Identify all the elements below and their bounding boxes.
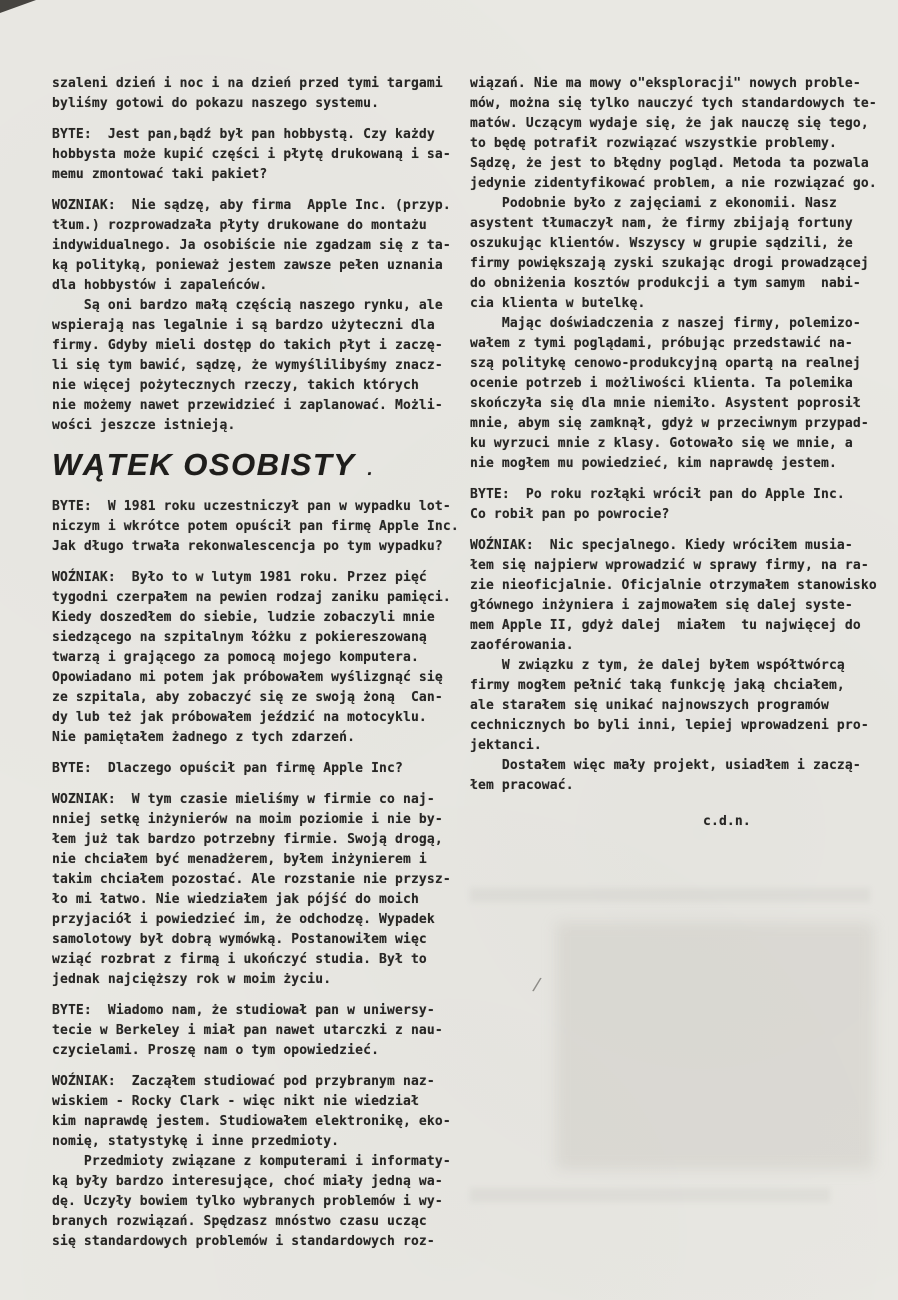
- text-line: samolotowy był dobrą wymówką. Postanowiłem więc: [52, 932, 427, 947]
- text-line: BYTE: W 1981 roku uczestniczył pan w wypadku lot-: [52, 499, 451, 514]
- text-line: ło mi łatwo. Nie wiedziałem jak pójść do moich: [52, 892, 419, 907]
- text-line: nie chciałem być menadżerem, byłem inżynierem i: [52, 852, 427, 867]
- paragraph: [470, 74, 884, 474]
- text-line: zaoférowania.: [470, 638, 574, 653]
- text-line: nie więcej pożytecznych rzeczy, takich których: [52, 378, 419, 393]
- ink-bleed-through: [556, 922, 874, 1170]
- paragraph: [470, 536, 884, 796]
- text-line: Podobnie było z zajęciami z ekonomii. Nasz: [470, 196, 837, 211]
- text-line: WOŹNIAK: Było to w lutym 1981 roku. Przez pięć: [52, 570, 427, 585]
- text-line: wspierają nas legalnie i są bardzo użyteczni dla: [52, 318, 435, 333]
- paragraph: [52, 568, 466, 748]
- text-line: wałem z tymi poglądami, próbując przedstawić na-: [470, 336, 853, 351]
- text-line: mem Apple II, gdyż dalej miałem tu najwięcej do: [470, 618, 861, 633]
- text-line: tłum.) rozprowadzała płyty drukowane do montażu: [52, 218, 427, 233]
- text-line: jedynie zidentyfikować problem, a nie rozwiązać go.: [470, 176, 877, 191]
- text-line: firmy mogłem pełnić taką funkcję jaką chciałem,: [470, 678, 845, 693]
- left-text-column: [52, 74, 466, 1263]
- text-line: cia klienta w butelkę.: [470, 296, 646, 311]
- stray-dot-mark: .: [367, 459, 373, 479]
- ink-bleed-row: [470, 1188, 830, 1202]
- text-line: Dostałem więc mały projekt, usiadłem i zaczą-: [470, 758, 861, 773]
- text-line: indywidualnego. Ja osobiście nie zgadzam się z ta-: [52, 238, 451, 253]
- scan-corner-artifact: [0, 0, 36, 13]
- text-line: Są oni bardzo małą częścią naszego rynku, ale: [52, 298, 443, 313]
- text-line: łem pracować.: [470, 778, 574, 793]
- text-line: siedzącego na szpitalnym łóżku z pokiereszowaną: [52, 630, 427, 645]
- paragraph: [470, 485, 884, 525]
- text-line: ze szpitala, aby zobaczyć się ze swoją żoną Can-: [52, 690, 443, 705]
- text-line: wiskiem - Rocky Clark - więc nikt nie wiedział: [52, 1094, 419, 1109]
- text-line: li się tym bawić, sądzę, że wymyślilibyśmy znacz-: [52, 358, 443, 373]
- text-line: wiązań. Nie ma mowy o"eksploracji" nowych proble-: [470, 76, 861, 91]
- text-line: oszukując klientów. Wszyscy w grupie sądzili, że: [470, 236, 853, 251]
- text-line: asystent tłumaczył nam, że firmy zbijają fortuny: [470, 216, 853, 231]
- text-line: skończyła się dla mnie niemiło. Asystent poprosił: [470, 396, 861, 411]
- text-line: głównego inżyniera i zajmowałem się dalej syste-: [470, 598, 853, 613]
- text-line: kim naprawdę jestem. Studiowałem elektronikę, eko-: [52, 1114, 451, 1129]
- text-line: BYTE: Jest pan,bądź był pan hobbystą. Czy każdy: [52, 127, 435, 142]
- text-line: Mając doświadczenia z naszej firmy, polemizo-: [470, 316, 861, 331]
- section-heading: [52, 447, 466, 483]
- paragraph: [52, 790, 466, 990]
- text-line: twarzą i grającego za pomocą mojego komputera.: [52, 650, 419, 665]
- text-line: WOŹNIAK: Nic specjalnego. Kiedy wróciłem musia-: [470, 538, 853, 553]
- text-line: nomię, statystykę i inne przedmioty.: [52, 1134, 340, 1149]
- text-line: Opowiadano mi potem jak próbowałem wyślizgnąć się: [52, 670, 443, 685]
- text-line: szaleni dzień i noc i na dzień przed tymi targami: [52, 76, 443, 91]
- text-line: matów. Uczącym wydaje się, że jak nauczę się tego,: [470, 116, 869, 131]
- text-line: do obniżenia kosztów produkcji a tym samym nabi-: [470, 276, 861, 291]
- text-line: ką były bardzo interesujące, choć miały jedną wa-: [52, 1174, 443, 1189]
- text-line: branych rozwiązań. Spędzasz mnóstwo czasu ucząc: [52, 1214, 427, 1229]
- text-line: łem już tak bardzo potrzebny firmie. Swoją drogą,: [52, 832, 443, 847]
- text-line: dę. Uczyły bowiem tylko wybranych problemów i wy-: [52, 1194, 443, 1209]
- text-line: nie możemy nawet przewidzieć i zaplanować. Możli-: [52, 398, 443, 413]
- text-line: ocenie potrzeb i możliwości klienta. Ta polemika: [470, 376, 853, 391]
- text-line: WOZNIAK: Nie sądzę, aby firma Apple Inc. (przyp.: [52, 198, 451, 213]
- text-line: takim chciałem pozostać. Ale rozstanie nie przysz-: [52, 872, 451, 887]
- paragraph: [52, 74, 466, 114]
- text-line: Przedmioty związane z komputerami i informaty-: [52, 1154, 451, 1169]
- text-line: WOZNIAK: W tym czasie mieliśmy w firmie co naj-: [52, 792, 435, 807]
- continuation-mark: c.d.n.: [703, 814, 751, 829]
- text-line: nniej setkę inżynierów na moim poziomie i nie by-: [52, 812, 443, 827]
- text-line: Nie pamiętałem żadnego z tych zdarzeń.: [52, 730, 356, 745]
- text-line: się standardowych problemów i standardowych roz-: [52, 1234, 435, 1249]
- text-line: BYTE: Dlaczego opuścił pan firmę Apple Inc?: [52, 761, 403, 776]
- text-line: łem się najpierw wprowadzić w sprawy firmy, na ra-: [470, 558, 869, 573]
- text-line: przyjaciół i powiedzieć im, że odchodzę. Wypadek: [52, 912, 435, 927]
- text-line: BYTE: Wiadomo nam, że studiował pan w uniwersy-: [52, 1003, 435, 1018]
- text-line: firmy. Gdyby mieli dostęp do takich płyt i zaczę-: [52, 338, 443, 353]
- section-heading-text: WĄTEK OSOBISTY: [52, 447, 356, 482]
- text-line: czycielami. Proszę nam o tym opowiedzieć.: [52, 1043, 380, 1058]
- text-line: ką polityką, ponieważ jestem zawsze pełen uznania: [52, 258, 443, 273]
- text-line: tygodni czerpałem na pewien rodzaj zaniku pamięci.: [52, 590, 451, 605]
- ink-bleed-row: [470, 888, 870, 902]
- text-line: Co robił pan po powrocie?: [470, 507, 670, 522]
- text-line: zie nieoficjalnie. Oficjalnie otrzymałem stanowisko: [470, 578, 877, 593]
- text-line: memu zmontować taki pakiet?: [52, 167, 268, 182]
- text-line: BYTE: Po roku rozłąki wrócił pan do Apple Inc.: [470, 487, 845, 502]
- text-line: tecie w Berkeley i miał pan nawet utarczki z nau-: [52, 1023, 443, 1038]
- text-line: niczym i wkrótce potem opuścił pan firmę Apple Inc.: [52, 519, 459, 534]
- paragraph: [52, 497, 466, 557]
- text-line: wości jeszcze istnieją.: [52, 418, 236, 433]
- text-line: W związku z tym, że dalej byłem współtwórcą: [470, 658, 845, 673]
- text-line: byliśmy gotowi do pokazu naszego systemu.: [52, 96, 380, 111]
- paragraph: [52, 1001, 466, 1061]
- text-line: Kiedy doszedłem do siebie, ludzie zobaczyli mnie: [52, 610, 435, 625]
- text-line: dla hobbystów i zapaleńców.: [52, 278, 268, 293]
- text-line: ale starałem się unikać najnowszych programów: [470, 698, 829, 713]
- text-line: wziąć rozbrat z firmą i ukończyć studia. Był to: [52, 952, 427, 967]
- paragraph: [52, 196, 466, 436]
- text-line: dy lub też jak próbowałem jeździć na motocyklu.: [52, 710, 427, 725]
- stray-mark: /: [530, 974, 544, 996]
- paragraph: [52, 759, 466, 779]
- paragraph: [52, 125, 466, 185]
- text-line: Sądzę, że jest to błędny pogląd. Metoda ta pozwala: [470, 156, 869, 171]
- text-line: to będę potrafił rozwiązać wszystkie problemy.: [470, 136, 837, 151]
- text-line: mów, można się tylko nauczyć tych standardowych te-: [470, 96, 877, 111]
- text-line: ku wyrzuci mnie z klasy. Gotowało się we mnie, a: [470, 436, 853, 451]
- text-line: cechnicznych bo byli inni, lepiej wprowadzeni pro-: [470, 718, 869, 733]
- text-line: nie mogłem mu powiedzieć, kim naprawdę jestem.: [470, 456, 837, 471]
- text-line: firmy powiększają zyski szukając drogi prowadzącej: [470, 256, 869, 271]
- paragraph: [52, 1072, 466, 1252]
- text-line: WOŹNIAK: Zacząłem studiować pod przybranym naz-: [52, 1074, 435, 1089]
- right-text-column: [470, 74, 884, 832]
- text-line: hobbysta może kupić części i płytę drukowaną i sa-: [52, 147, 451, 162]
- text-line: jednak najcięższy rok w moim życiu.: [52, 972, 332, 987]
- text-line: Jak długo trwała rekonwalescencja po tym wypadku?: [52, 539, 443, 554]
- text-line: jektanci.: [470, 738, 542, 753]
- text-line: mnie, abym się zamknął, gdyż w przeciwnym przypad-: [470, 416, 869, 431]
- text-line: szą politykę cenowo-produkcyjną opartą na realnej: [470, 356, 861, 371]
